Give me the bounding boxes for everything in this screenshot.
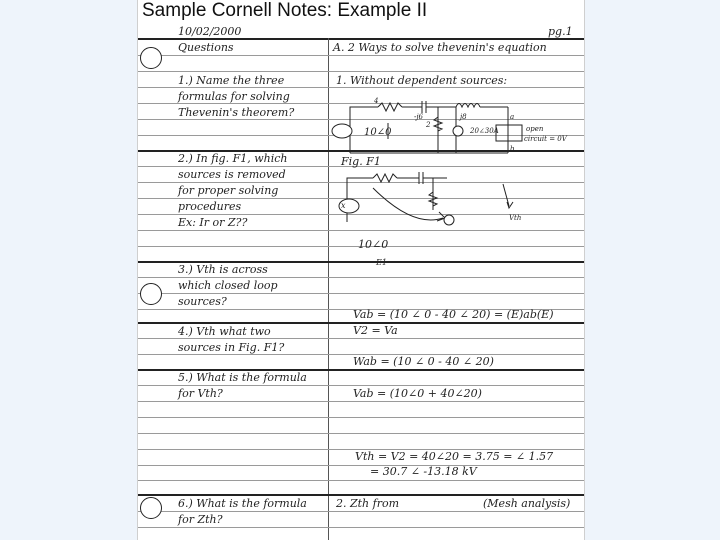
question-2-line-1: 2.) In fig. F1, which [178, 152, 288, 165]
question-1-line-2: formulas for solving [178, 90, 290, 103]
question-3-line-3: sources? [178, 295, 227, 308]
binder-hole [140, 47, 162, 69]
vth-label: Vth [509, 214, 522, 222]
page-number: pg.1 [548, 25, 573, 38]
current-source-icon [444, 215, 454, 225]
capacitor-label: -j6 [414, 113, 423, 121]
open-terminal-box [496, 125, 522, 141]
equation-4: Vab = (10∠0 + 40∠20) [353, 387, 482, 400]
inductor-label: j8 [460, 113, 467, 121]
page-title: Sample Cornell Notes: Example II [142, 0, 428, 21]
equation-2: V2 = Va [353, 324, 398, 337]
date: 10/02/2000 [178, 25, 242, 38]
question-6-line-2: for Zth? [178, 513, 223, 526]
figure-label: Fig. F1 [341, 155, 381, 168]
question-1-line-1: 1.) Name the three [178, 74, 285, 87]
current-source-icon [453, 126, 463, 136]
binder-hole [140, 283, 162, 305]
question-3-line-2: which closed loop [178, 279, 278, 292]
resistor-label: 4 [374, 97, 379, 105]
question-6-line-1: 6.) What is the formula [178, 497, 307, 510]
equation-1: Vab = (10 ∠ 0 - 40 ∠ 20) = (E)ab(E) [353, 308, 554, 321]
current-source-label: 20∠30A [470, 127, 499, 135]
circuit-diagram-2 [333, 166, 533, 246]
notes-item-2-note: (Mesh analysis) [483, 497, 571, 510]
question-4-line-1: 4.) Vth what two [178, 325, 271, 338]
terminal-b-label: b [510, 145, 515, 153]
equation-3: Wab = (10 ∠ 0 - 40 ∠ 20) [353, 355, 494, 368]
notes-page [137, 0, 585, 540]
equation-5-line-2: = 30.7 ∠ -13.18 kV [370, 465, 477, 478]
resistor-symbol [378, 103, 402, 111]
binder-hole [140, 497, 162, 519]
question-2-line-2: sources is removed [178, 168, 286, 181]
header-rule [138, 38, 584, 40]
source-value: 10∠0 [358, 238, 389, 251]
questions-header: Questions [178, 41, 234, 54]
notes-item-2: 2. Zth from [336, 497, 400, 510]
question-1-line-3: Thevenin's theorem? [178, 106, 295, 119]
inductor-symbol [456, 104, 480, 108]
open-circuit-label: circuit = 0V [524, 135, 567, 143]
question-5-line-1: 5.) What is the formula [178, 371, 307, 384]
open-label: open [526, 125, 544, 133]
resistor-2-label: 2 [426, 121, 431, 129]
question-3-line-1: 3.) Vth is across [178, 263, 268, 276]
question-2-line-4: procedures [178, 200, 242, 213]
terminal-a-label: a [510, 113, 515, 121]
resistor-symbol [373, 174, 397, 182]
x-label: x [341, 201, 346, 210]
question-2-line-5: Ex: Ir or Z?? [178, 216, 248, 229]
equation-5-line-1: Vth = V2 = 40∠20 = 3.75 = ∠ 1.57 [355, 450, 554, 463]
question-5-line-2: for Vth? [178, 387, 223, 400]
notes-item-1: 1. Without dependent sources: [336, 74, 508, 87]
question-2-line-3: for proper solving [178, 184, 279, 197]
voltage-source-icon [332, 124, 352, 138]
source-subscript: E1 [376, 258, 387, 267]
notes-header: A. 2 Ways to solve thevenin's equation [333, 41, 547, 54]
source-label: 10∠0 [364, 127, 392, 138]
question-4-line-2: sources in Fig. F1? [178, 341, 285, 354]
circuit-diagram-1 [328, 95, 578, 157]
